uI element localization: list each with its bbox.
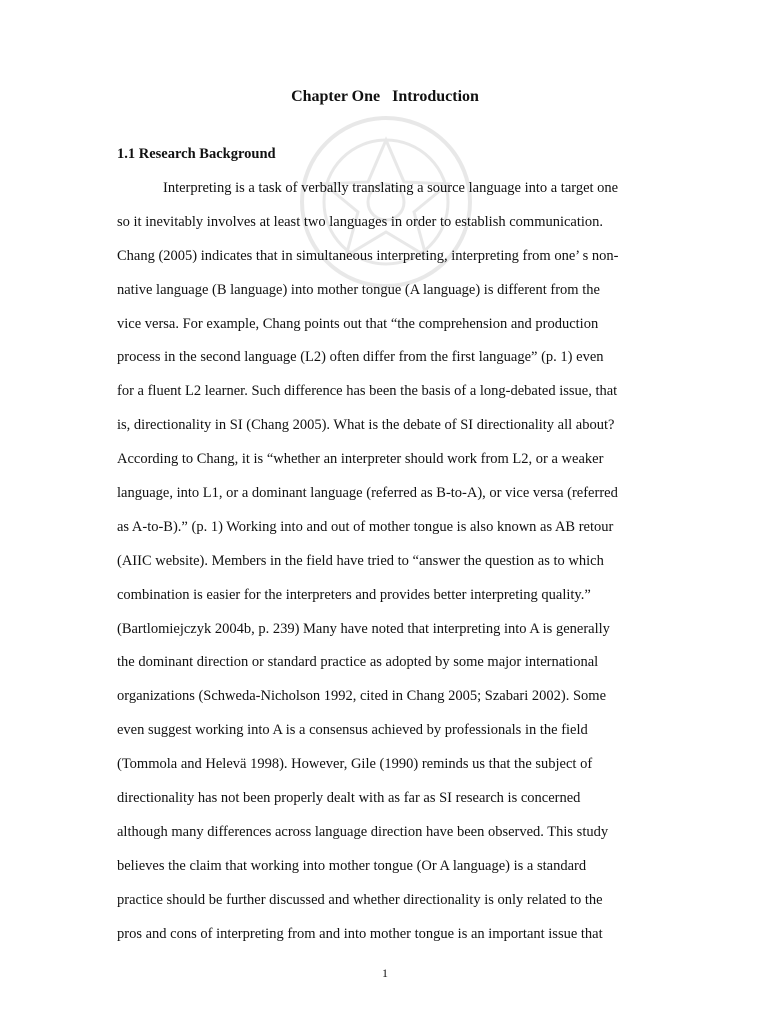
section-heading: 1.1 Research Background xyxy=(117,146,276,162)
paragraph-line: pros and cons of interpreting from and into mother tongue is an important issue that xyxy=(117,925,603,942)
chapter-title: Chapter One Introduction xyxy=(291,88,479,105)
paragraph-line: is, directionality in SI (Chang 2005). What is the debate of SI directionality all about? xyxy=(117,417,615,434)
paragraph-line: (Bartlomiejczyk 2004b, p. 239) Many have noted that interpreting into A is generally xyxy=(117,620,610,637)
paragraph-line: vice versa. For example, Chang points out that “the comprehension and production xyxy=(117,315,599,332)
body-paragraph xyxy=(117,172,657,951)
paragraph-line: organizations (Schweda-Nicholson 1992, cited in Chang 2005; Szabari 2002). Some xyxy=(117,688,607,705)
paragraph-line: although many differences across language direction have been observed. This study xyxy=(117,823,609,840)
paragraph-line: directionality has not been properly dealt with as far as SI research is concerned xyxy=(117,790,581,807)
paragraph-line: even suggest working into A is a consensus achieved by professionals in the field xyxy=(117,722,588,739)
paragraph-line: (Tommola and Helevä 1998). However, Gile (1990) reminds us that the subject of xyxy=(117,756,593,773)
paragraph-line: as A-to-B).” (p. 1) Working into and out of mother tongue is also known as AB retour xyxy=(117,518,614,535)
paragraph-line: so it inevitably involves at least two languages in order to establish communication. xyxy=(117,213,604,230)
page-number: 1 xyxy=(382,966,388,980)
paragraph-line: process in the second language (L2) often differ from the first language” (p. 1) even xyxy=(117,349,604,366)
paragraph-line: (AIIC website). Members in the field have tried to “answer the question as to which xyxy=(117,552,604,569)
paragraph-line: native language (B language) into mother tongue (A language) is different from the xyxy=(117,281,600,298)
paragraph-line: for a fluent L2 learner. Such difference has been the basis of a long-debated issue, that xyxy=(117,383,618,400)
paragraph-line: language, into L1, or a dominant language (referred as B-to-A), or vice versa (referred xyxy=(117,485,618,502)
paragraph-line: practice should be further discussed and whether directionality is only related to the xyxy=(117,891,603,908)
paragraph-line: the dominant direction or standard practice as adopted by some major international xyxy=(117,654,599,671)
paragraph-line: According to Chang, it is “whether an interpreter should work from L2, or a weaker xyxy=(117,451,604,468)
paragraph-line: believes the claim that working into mother tongue (Or A language) is a standard xyxy=(117,857,587,874)
paragraph-line: combination is easier for the interpreters and provides better interpreting quality.” xyxy=(117,586,591,603)
paragraph-line: Interpreting is a task of verbally translating a source language into a target one xyxy=(163,180,619,196)
paragraph-line: Chang (2005) indicates that in simultaneous interpreting, interpreting from one’ s non- xyxy=(117,247,619,264)
